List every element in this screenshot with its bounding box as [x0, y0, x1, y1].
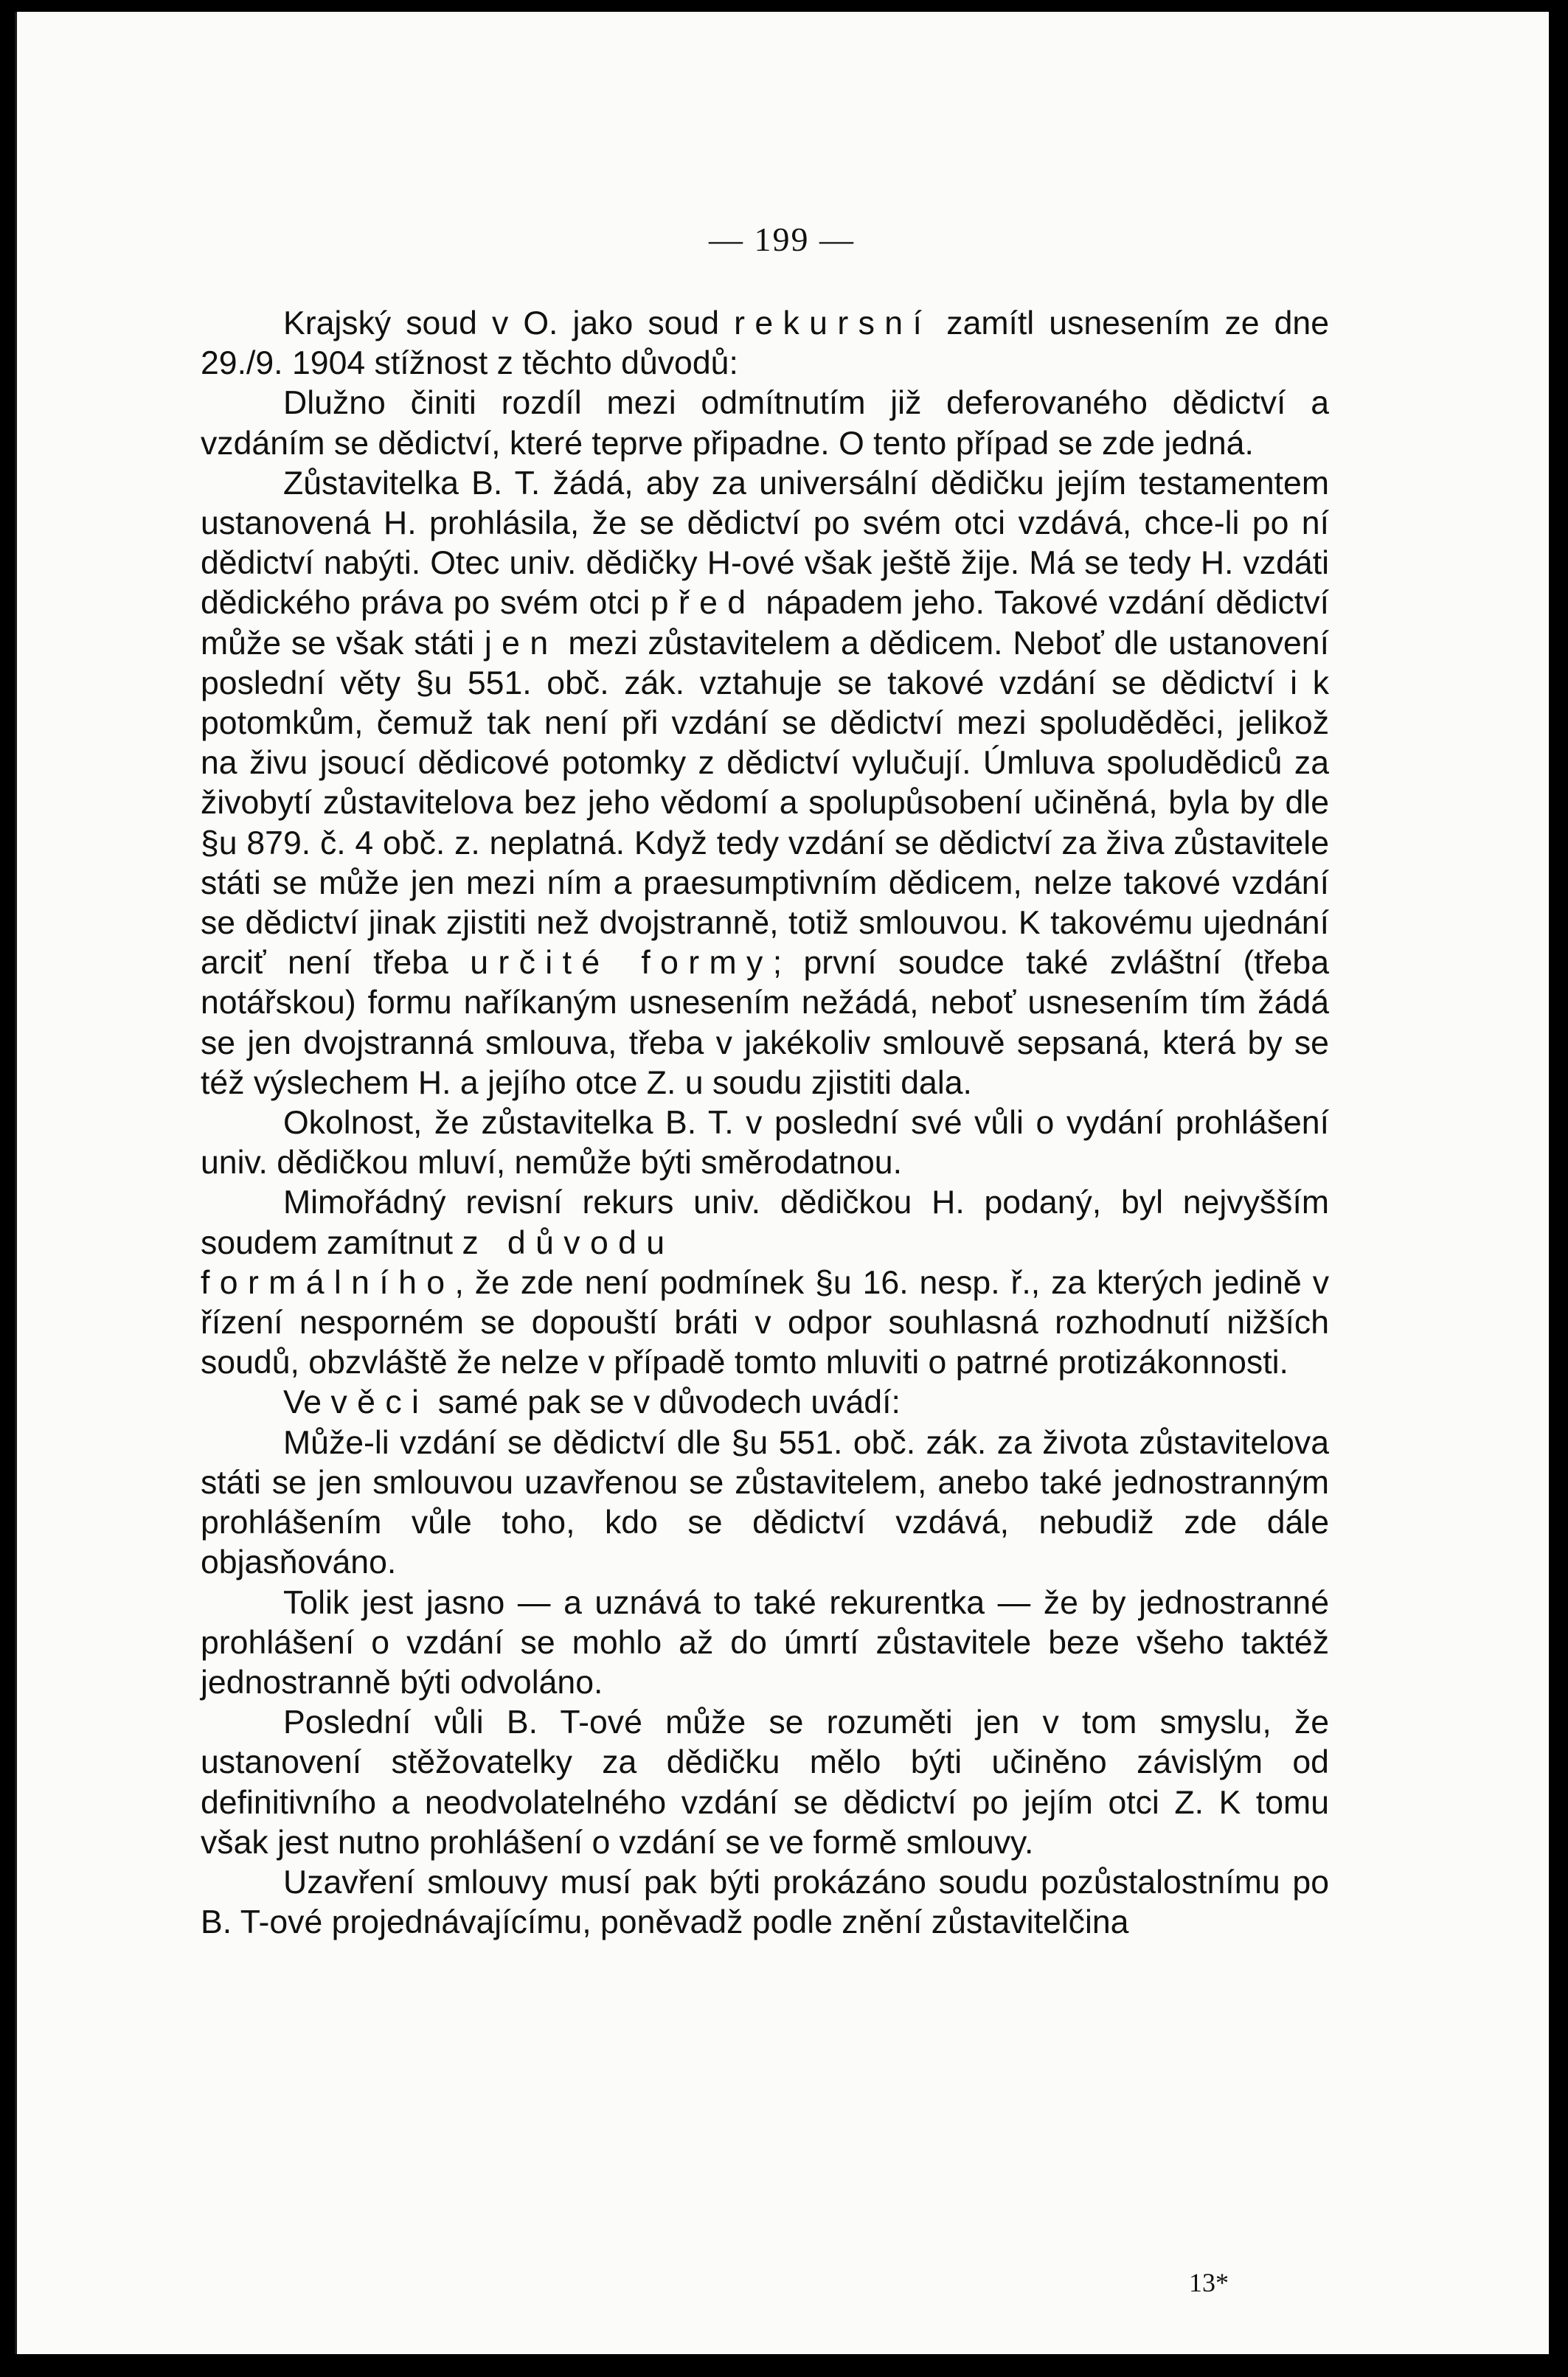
spaced-text: jen: [484, 625, 558, 662]
text-run: Poslední vůli B. T-ové může se rozuměti jen v tom smyslu, že ustanovení stěžovatelky za dědičku mělo býti učiněno závislým od definitivního a neodvolatelného vzdání se dědictví po jejím otci Z. K tomu však jest nutno prohlášení o vzdání se ve formě smlouvy.: [201, 1704, 1329, 1861]
paragraph-p10: [201, 1703, 1329, 1863]
text-run: Mimořádný revisní rekurs univ. dědičkou H. podaný, byl nejvyšším soudem zamítnut: [201, 1184, 1329, 1261]
document-page: [15, 12, 1549, 2354]
text-run: Může-li vzdání se dědictví dle §u 551. obč. zák. za života zůstavitelova státi se jen smlouvou uzavřenou se zůstavitelem, anebo také jednostranným prohlášením vůle toho, kdo se dědictví vzdává, nebudiž zde dále objasňováno.: [201, 1424, 1329, 1581]
body-text: [201, 304, 1329, 1943]
spaced-text: z důvodu: [462, 1224, 675, 1261]
text-run: zamítl usnesením ze dne 29./9. 1904 stížnost z těchto důvodů:: [201, 305, 1330, 382]
text-run: mezi zůstavitelem a dědicem. Neboť dle ustanovení poslední věty §u 551. obč. zák. vztahuje se takové vzdání se dědictví i k potomkům, čemuž tak není při vzdání se dědictví mezi spoluděděci, jelikož na živu jsoucí dědicové potomky z dědictví vylučují. Úmluva spoludědiců za živobytí zůstavitelova bez jeho vědomí a spolupůsobení učiněná, byla by dle §u 879. č. 4 obč. z. neplatná. Když tedy vzdání se dědictví za živa zůstavitele státi se může jen mezi ním a praesumptivním dědicem, nelze takové vzdání se dědictví jinak zjistiti než dvojstranně, totiž smlouvou. K takovému ujednání arciť není třeba: [201, 625, 1329, 982]
paragraph-p11: [201, 1863, 1329, 1943]
text-run: Ve: [283, 1384, 331, 1421]
paragraph-p4: [201, 1103, 1329, 1183]
spaced-text: rekursní: [734, 305, 932, 341]
text-run: Zůstavitelka B. T. žádá, aby za universální dědičku jejím testamentem ustanovená H. prohlásila, že se dědictví po svém otci vzdává, chce-li po ní dědictví nabýti. Otec univ. dědičky H-ové však ještě žije. Má se tedy H. vzdáti dědického práva po svém otci: [201, 465, 1329, 622]
paragraph-p3: [201, 464, 1329, 1103]
scan-mark: [15, 12, 17, 2354]
paragraph-p9: [201, 1583, 1329, 1704]
text-run: , že zde není podmínek §u 16. nesp. ř., za kterých jedině v řízení nesporném se dopouští bráti v odpor souhlasná rozhodnutí nižších soudů, obzvláště že nelze v případě tomto mluviti o patrné protizákonnosti.: [201, 1264, 1329, 1381]
text-run: Okolnost, že zůstavitelka B. T. v poslední své vůli o vydání prohlášení univ. dědičkou mluví, nemůže býti směrodatnou.: [201, 1105, 1329, 1181]
text-run: Tolik jest jasno — a uznává to také rekurentka — že by jednostranné prohlášení o vzdání se mohlo až do úmrtí zůstavitele beze všeho taktéž jednostranně býti odvoláno.: [201, 1584, 1329, 1701]
signature-mark: 13*: [1189, 2268, 1229, 2297]
paragraph-p1: [201, 304, 1329, 384]
text-run: ; první soudce také zvláštní (třeba notářskou) formu naříkaným usnesením nežádá, neboť usnesením tím žádá se jen dvojstranná smlouva, třeba v jakékoliv smlouvě sepsaná, která by se též výslechem H. a jejího otce Z. u soudu zjistiti dala.: [201, 945, 1330, 1101]
paragraph-p6: [201, 1263, 1329, 1384]
text-run: Uzavření smlouvy musí pak býti prokázáno soudu pozůstalostnímu po B. T-ové projednávajícímu, poněvadž podle znění zůstavitelčina: [201, 1864, 1329, 1941]
page-number: — 199 —: [709, 221, 855, 258]
text-run: Dlužno činiti rozdíl mezi odmítnutím již deferovaného dědictví a vzdáním se dědictví, které teprve připadne. O tento případ se zde jedná.: [201, 385, 1329, 462]
text-run: nápadem jeho. Takové vzdání dědictví může se však státi: [201, 585, 1329, 662]
paragraph-p2: [201, 384, 1329, 463]
spaced-text: určité formy: [470, 945, 773, 982]
text-run: samé pak se v důvodech uvádí:: [429, 1384, 901, 1421]
paragraph-p5: [201, 1183, 1329, 1263]
spaced-text: před: [650, 585, 756, 622]
paragraph-p8: [201, 1423, 1329, 1583]
spaced-text: věci: [330, 1384, 429, 1421]
text-run: Krajský soud v O. jako soud: [283, 305, 735, 341]
spaced-text: formálního: [201, 1264, 455, 1301]
paragraph-p7: [201, 1383, 1329, 1423]
